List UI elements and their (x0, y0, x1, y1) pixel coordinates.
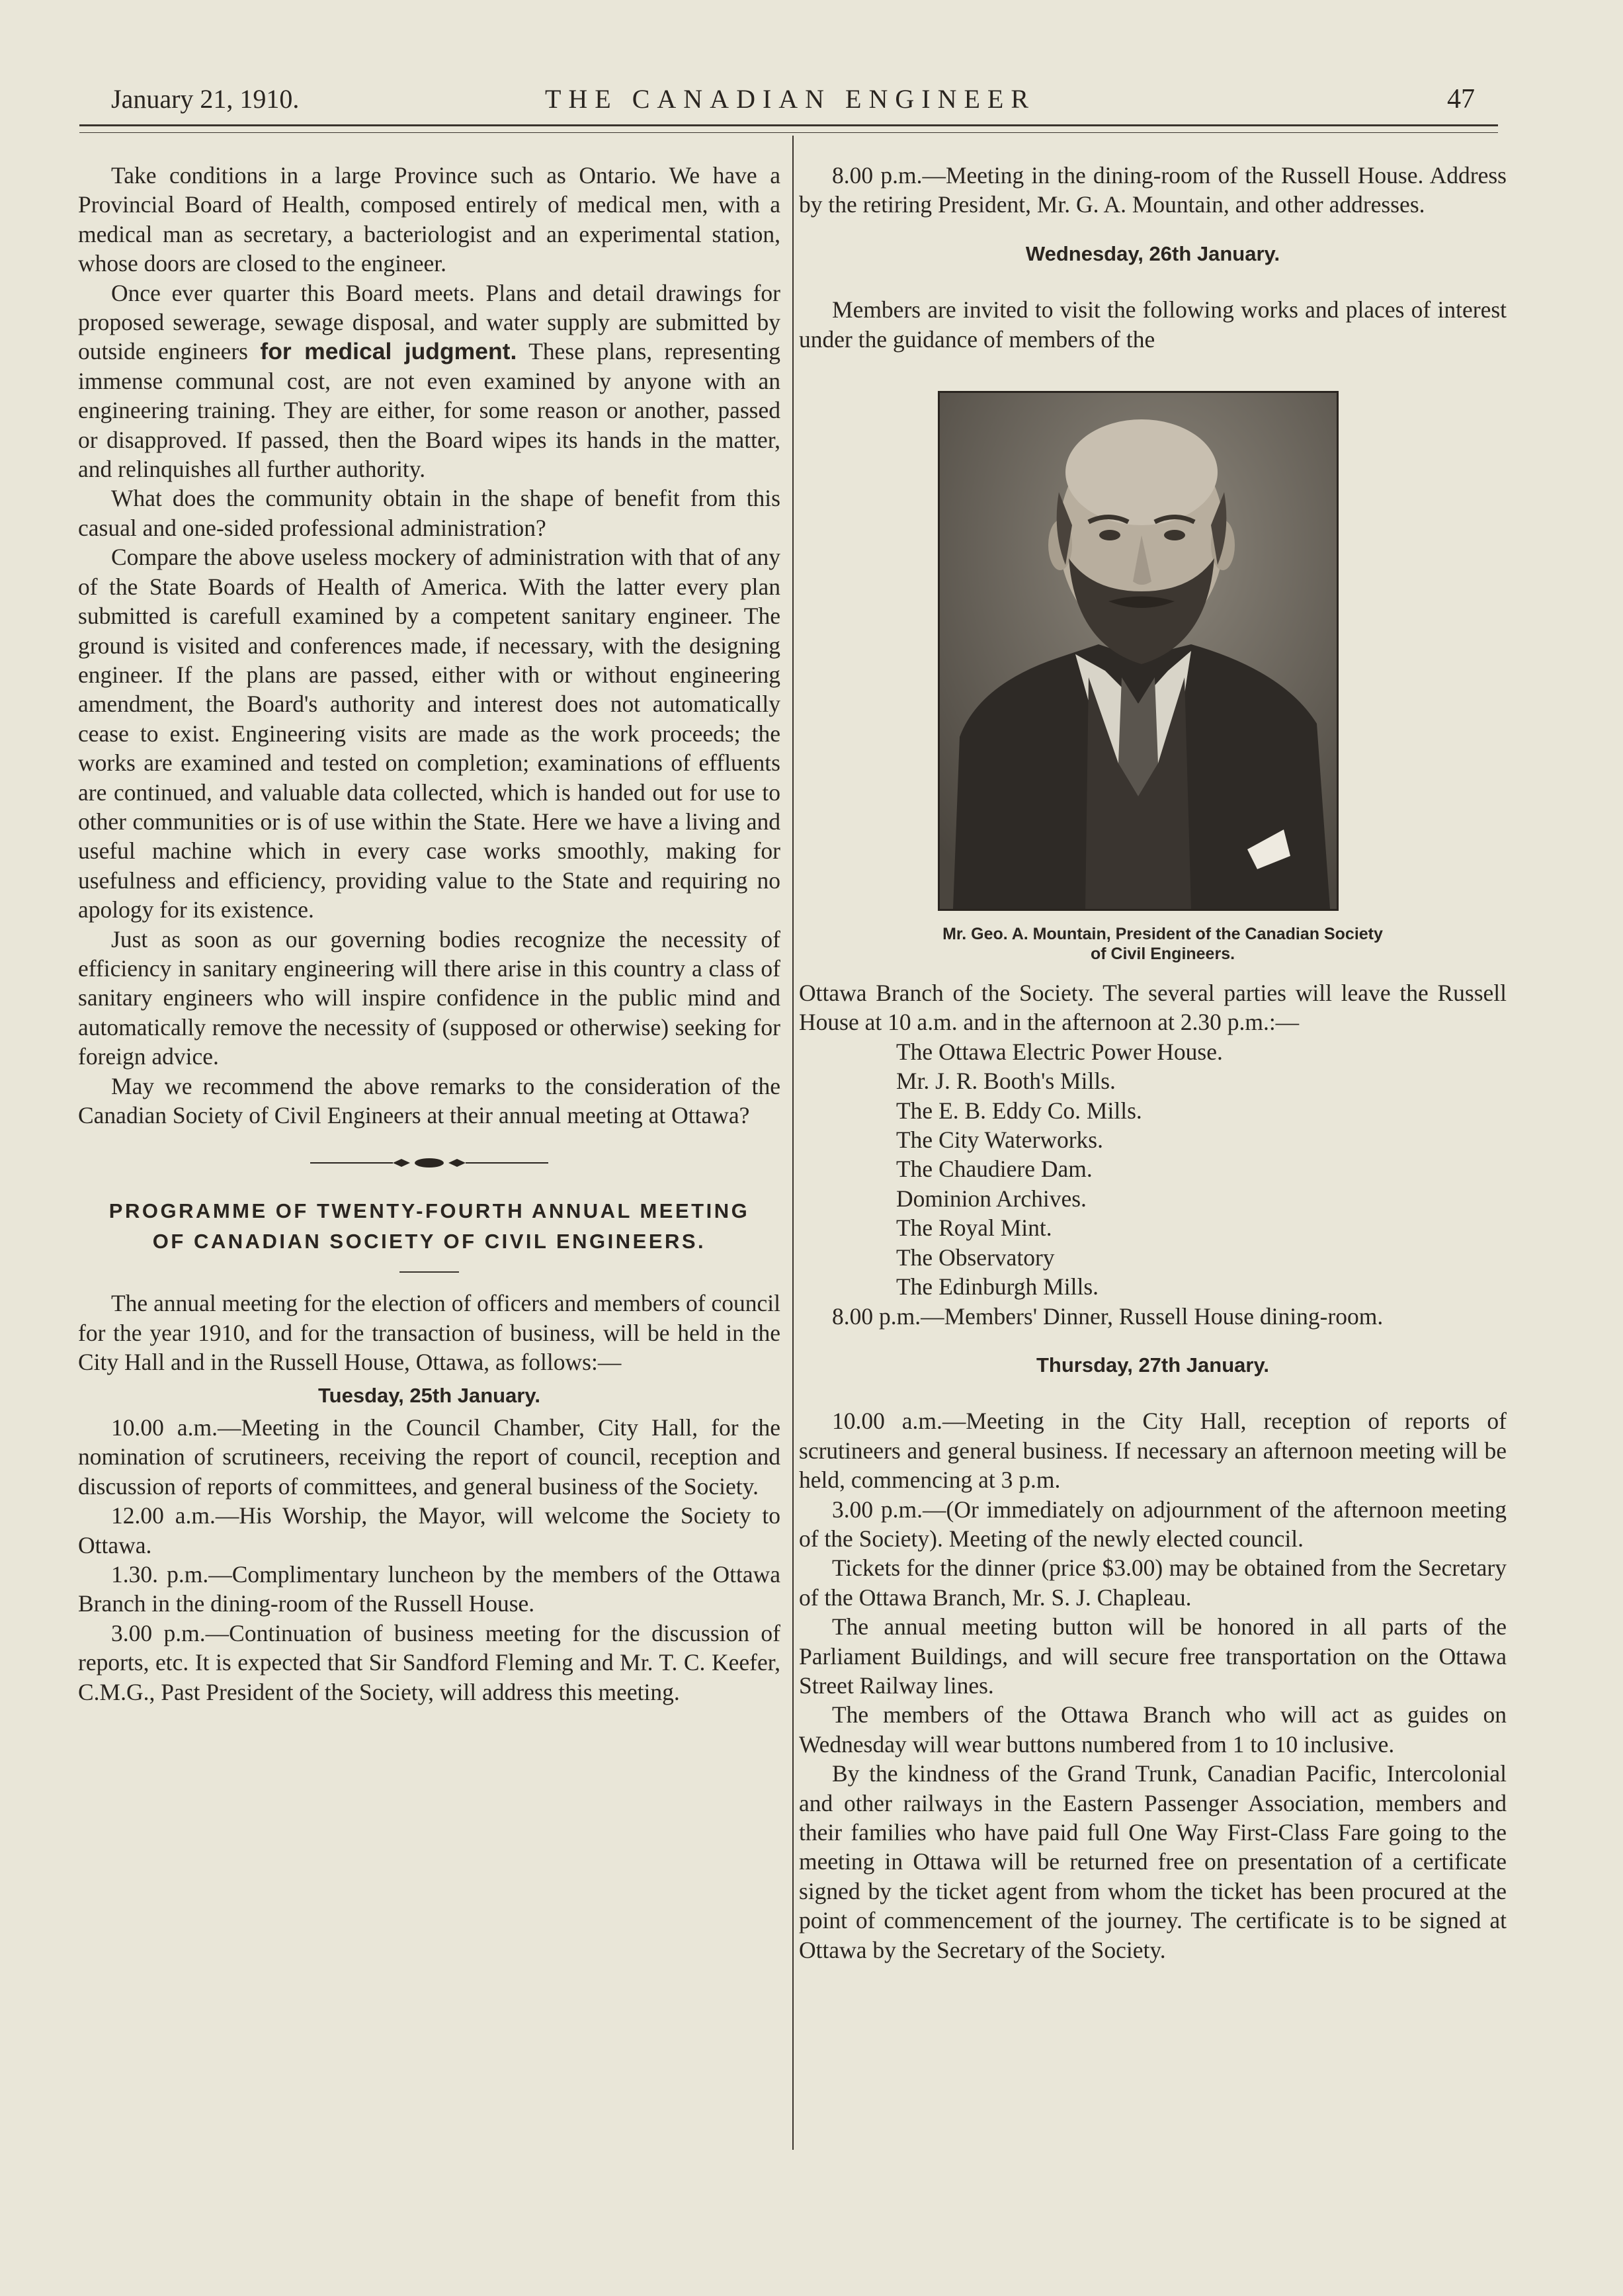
list-item: Dominion Archives. (896, 1185, 1087, 1212)
paragraph: By the kindness of the Grand Trunk, Canadian Pacific, Intercolonial and other railways in the Eastern Passenger Association, members and their families who have paid full One Way First-Class Fare going to the meeting in Ottawa will be returned free on presentation of a certificate signed by the ticket agent from whom the ticket has been procured at the point of commencement of the journey. The certificate is to be signed at Ottawa by the Secretary of the Society. (799, 1760, 1507, 1963)
list-item: The City Waterworks. (896, 1127, 1103, 1154)
thursday-heading: Thursday, 27th January. (1036, 1353, 1270, 1377)
paragraph: What does the community obtain in the shape of benefit from this casual and one-sided professional administration? (78, 485, 780, 541)
caption-line: of Civil Engineers. (1090, 945, 1235, 964)
caption-line: Mr. Geo. A. Mountain, President of the Canadian Society (942, 925, 1383, 944)
right-column (799, 161, 1507, 1965)
programme-heading: PROGRAMME OF TWENTY-FOURTH ANNUAL MEETING OF CANADIAN SOCIETY OF CIVIL ENGINEERS. (108, 1199, 750, 1254)
paragraph: The annual meeting button will be honored in all parts of the Parliament Buildings, and will secure free transportation on the Ottawa Street Railway lines. (799, 1613, 1507, 1699)
schedule-item: 10.00 a.m.—Meeting in the Council Chamber, City Hall, for the nomination of scrutineers, receiving the report of council, reception and discussion of reports of committees, and general business of the Society. (78, 1414, 780, 1500)
programme-intro: The annual meeting for the election of officers and members of council for the year 1910, and for the transaction of business, will be held in the City Hall and in the Russell House, Ottawa, as follows:— (78, 1290, 780, 1376)
journal-title: THE CANADIAN ENGINEER (544, 84, 1036, 114)
paragraph: Just as soon as our governing bodies recognize the necessity of efficiency in sanitary engineering will there arise in this country a class of sanitary engineers who will inspire confidence in the public mind and automatically remove the necessity of (supposed or otherwise) seeking for foreign advice. (78, 925, 780, 1070)
places-list (799, 1037, 1507, 1302)
page-header (99, 78, 1481, 124)
paragraph: Members are invited to visit the following works and places of interest under the guidance of members of the (799, 296, 1507, 353)
dash-diamond-dash-ornament-icon (78, 1146, 780, 1179)
paragraph: Ottawa Branch of the Society. The several parties will leave the Russell House at 10 a.m. and in the afternoon at 2.30 p.m.:— (799, 980, 1507, 1036)
schedule-item: 3.00 p.m.—Continuation of business meeting for the discussion of reports, etc. It is expected that Sir Sandford Fleming and Mr. T. C. Keefer, C.M.G., Past President of the Society, will address this meeting. (78, 1619, 780, 1705)
bold-phrase: for medical judgment. (260, 338, 517, 365)
paragraph: Compare the above useless mockery of administration with that of any of the State Boards of Health of America. With the latter every plan submitted is carefull examined by a competent sanitary engineer. The ground is visited and conferences made, if necessary, with the designing engineer. If the plans are passed, either with or without engineering amendment, the Board's authority and interest does not automatically cease to exist. Engineering visits are made as the work proceeds; the works are examined and tested on completion; examinations of effluents are continued, and valuable data collected, which is handed out for use to other communities or is of use within the State. Here we have a living and useful machine which in every case works smoothly, making for usefulness and efficiency, providing value to the State and requiring no apology for its existence. (78, 544, 780, 923)
list-item: The E. B. Eddy Co. Mills. (896, 1097, 1142, 1124)
list-item: The Observatory (896, 1244, 1055, 1271)
column-divider (792, 136, 794, 2150)
paragraph-text: Once ever quarter this Board meets. Plans and detail drawings for proposed sewerage, sewage disposal, and water supply are submitted by outside engineers (78, 279, 780, 365)
wednesday-heading: Wednesday, 26th January. (1025, 241, 1280, 265)
schedule-item: 10.00 a.m.—Meeting in the City Hall, reception of reports of scrutineers and general business. If necessary an afternoon meeting will be held, commencing at 3 p.m. (799, 1408, 1507, 1494)
schedule-item: 12.00 a.m.—His Worship, the Mayor, will welcome the Society to Ottawa. (78, 1502, 780, 1558)
list-item: The Edinburgh Mills. (896, 1273, 1099, 1300)
list-item: Mr. J. R. Booth's Mills. (896, 1068, 1116, 1095)
schedule-item: 3.00 p.m.—(Or immediately on adjournment of the afternoon meeting of the Society). Meeting of the newly elected council. (799, 1496, 1507, 1552)
left-column (78, 161, 780, 1707)
portrait-photograph-icon (938, 391, 1339, 911)
paragraph: Tickets for the dinner (price $3.00) may be obtained from the Secretary of the Ottawa Branch, Mr. S. J. Chapleau. (799, 1554, 1507, 1611)
schedule-item: 8.00 p.m.—Members' Dinner, Russell House dining-room. (832, 1302, 1384, 1330)
list-item: The Chaudiere Dam. (896, 1156, 1093, 1183)
schedule-item: 1.30. p.m.—Complimentary luncheon by the members of the Ottawa Branch in the dining-room of the Russell House. (78, 1561, 780, 1617)
paragraph: The members of the Ottawa Branch who will act as guides on Wednesday will wear buttons numbered from 1 to 10 inclusive. (799, 1701, 1507, 1758)
photo-caption (819, 924, 1507, 964)
tuesday-heading: Tuesday, 25th January. (318, 1383, 540, 1407)
list-item: The Royal Mint. (896, 1214, 1052, 1242)
issue-date: January 21, 1910. (111, 84, 300, 114)
paragraph (78, 278, 780, 484)
list-item: The Ottawa Electric Power House. (896, 1038, 1223, 1065)
header-rule-thin (79, 132, 1498, 133)
header-rule-thick (79, 124, 1498, 126)
schedule-item: 8.00 p.m.—Meeting in the dining-room of the Russell House. Address by the retiring President, Mr. G. A. Mountain, and other addresses. (799, 162, 1507, 218)
paragraph: May we recommend the above remarks to the consideration of the Canadian Society of Civil Engineers at their annual meeting at Ottawa? (78, 1072, 780, 1128)
page-number: 47 (1447, 84, 1475, 114)
paragraph-text: These plans, representing immense communal cost, are not even examined by anyone with an engineering training. They are either, for some reason or another, passed or disapproved. If passed, then the Board wipes its hands in the matter, and relinquishes all further authority. (78, 338, 781, 483)
short-rule (399, 1271, 459, 1273)
portrait-figure (799, 391, 1507, 964)
paragraph: Take conditions in a large Province such as Ontario. We have a Provincial Board of Health, composed entirely of medical men, with a medical man as secretary, a bacteriologist and an experimental station, whose doors are closed to the engineer. (78, 162, 780, 277)
